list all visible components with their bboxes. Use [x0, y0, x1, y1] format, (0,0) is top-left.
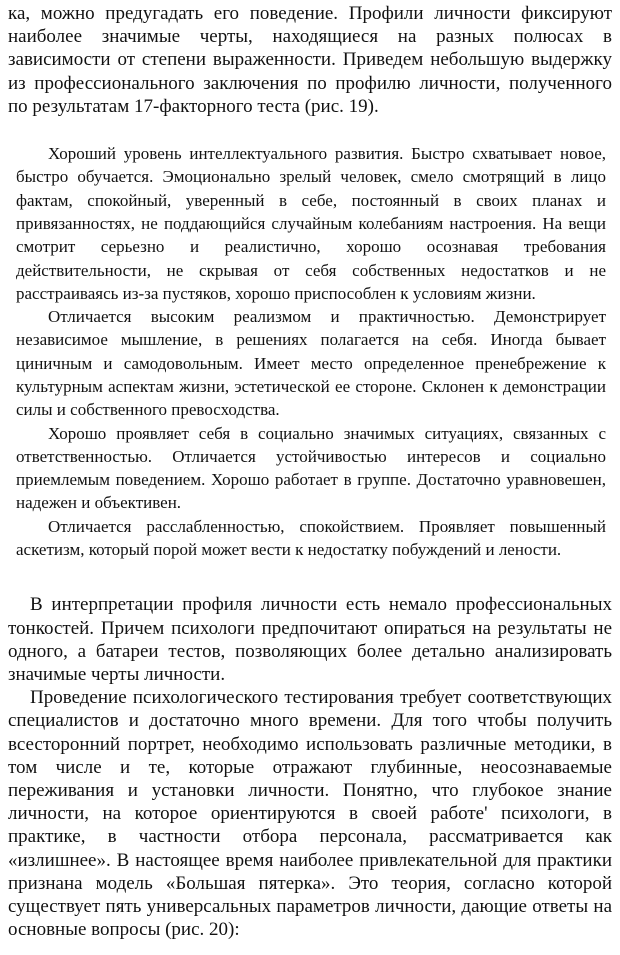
excerpt-paragraph-2: Отличается высоким реализмом и практичностью. Демонстрирует независимое мышление, в решениях полагается на себя. Иногда бывает циничным и самодовольным. Имеет место определенное пренебрежение к культурным аспектам жизни, эстетической ее стороне. Склонен к демонстрации силы и собственного превосходства.: [16, 307, 606, 420]
excerpt-paragraph-1: Хороший уровень интеллектуального развития. Быстро схватывает новое, быстро обучается. Эмоционально зрелый человек, смело смотрящий в лицо фактам, спокойный, уверенный в себе, постоянный в своих планах и привязанностях, не поддающийся случайным колебаниям настроения. На вещи смотрит серьезно и реалистично, хорошо осознавая требования действительности, не скрывая от себя собственных недостатков и не расстраиваясь из-за пустяков, хорошо приспособлен к условиям жизни.: [16, 144, 606, 303]
body-paragraph-1: В интерпретации профиля личности есть немало профессиональных тонкостей. Причем психологи предпочитают опираться на результаты не одного, а батареи тестов, позволяющих более детально анализировать значимые черты личности.: [8, 594, 612, 685]
body-section: [8, 593, 612, 941]
intro-paragraph: ка, можно предугадать его поведение. Профили личности фиксируют наиболее значимые черты, находящиеся на разных полюсах в зависимости от степени выраженности. Приведем небольшую выдержку из профессионального заключения по профилю личности, полученного по результатам 17-факторного теста (рис. 19).: [8, 3, 612, 117]
excerpt-paragraph-4: Отличается расслабленностью, спокойствием. Проявляет повышенный аскетизм, который порой может вести к недостатку побуждений и лености.: [16, 516, 606, 560]
intro-section: [8, 2, 612, 118]
body-paragraph-2: Проведение психологического тестирования требует соответствующих специалистов и достаточно много времени. Для того чтобы получить всесторонний портрет, необходимо использовать различные методики, в том числе и те, которые отражают глубинные, неосознаваемые переживания и установки личности. Понятно, что глубокое знание личности, на которое ориентируются в своей работе' психологи, в практике, в частности отбора персонала, рассматривается как «излишнее». В настоящее время наиболее привлекательной для практики признана модель «Большая пятерка». Это теория, согласно которой существует пять универсальных параметров личности, дающие ответы на основные вопросы (рис. 20):: [8, 687, 612, 941]
profile-excerpt: [8, 142, 612, 561]
excerpt-paragraph-3: Хорошо проявляет себя в социально значимых ситуациях, связанных с ответственностью. Отличается устойчивостью интересов и социально приемлемым поведением. Хорошо работает в группе. Достаточно уравновешен, надежен и объективен.: [16, 423, 606, 513]
